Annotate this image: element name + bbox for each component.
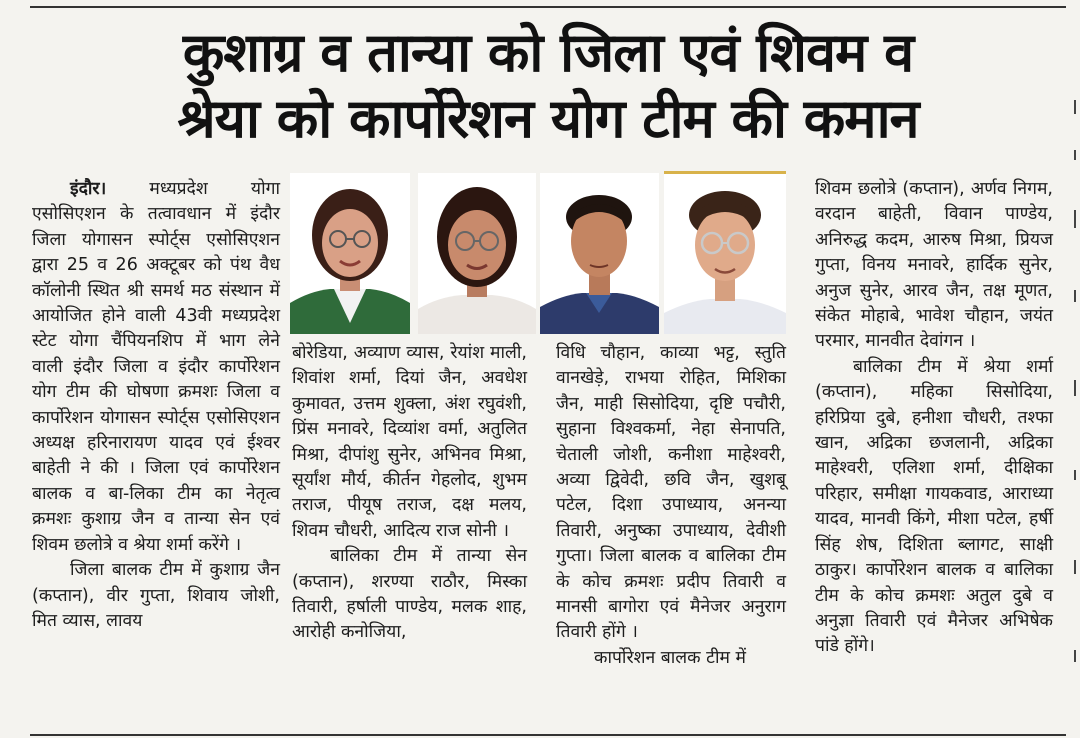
column-1-paragraph-1 bbox=[32, 177, 280, 558]
photo-girl-glasses bbox=[418, 173, 536, 334]
top-rule bbox=[30, 6, 1066, 8]
photo-girl-green-blazer bbox=[290, 173, 410, 334]
column-4-paragraph-2: बालिका टीम में श्रेया शर्मा (कप्तान), महिका सिसोदिया, हरिप्रिया दुबे, हनीशा चौधरी, तश्फा खान, अद्रिका छजलानी, अद्रिका माहेश्वरी, एलिशा शर्मा, दीक्षिका परिहार, समीक्षा गायकवाड, आराध्या यादव, मानवी किंगे, मीशा पटेल, हर्षी सिंह शेष, दिशिता ब्लागट, साक्षी ठाकुर। कार्पोरेशन बालक व बालिका टीम के कोच क्रमशः अतुल दुबे व अनुज्ञा तिवारी एवं मैनेजर अभिषेक पांडे होंगे। bbox=[815, 356, 1053, 657]
photo-accent-bar bbox=[664, 171, 786, 174]
column-1-paragraph-1-text: मध्यप्रदेश योगा एसोसिएशन के तत्वावधान में इंदौर जिला योगासन स्पोर्ट्स एसोसिएशन द्वारा 25 व 26 अक्टूबर को पंथ वैध कॉलोनी स्थित श्री समर्थ मठ संस्थान में आयोजित होने वाली 43वी मध्यप्रदेश स्टेट योगा चैंपियनशिप में भाग लेने वाली इंदौर जिला व इंदौर कार्पोरेशन योग टीम की घोषणा क्रमशः जिला व कार्पोरेशन योगासन स्पोर्ट्स एसोसिएशन अध्यक्ष हरिनारायण यादव एवं ईश्वर बाहेती ने की । जिला एवं कार्पोरेशन बालक व बा-लिका टीम का नेतृत्व क्रमशः कुशाग्र जैन व तान्या सेन एवं शिवम छलोत्रे व श्रेया शर्मा करेंगे । bbox=[32, 179, 280, 555]
headline-line-1: कुशाग्र व तान्या को जिला एवं शिवम व bbox=[182, 21, 914, 84]
team-captain-photos bbox=[290, 173, 786, 334]
adjacent-page-edge bbox=[1072, 90, 1080, 690]
headline bbox=[30, 20, 1066, 152]
bottom-rule bbox=[30, 734, 1066, 736]
column-2-paragraph-1: बोरेडिया, अव्याण व्यास, रेयांश माली, शिवांश शर्मा, दियां जैन, अवधेश कुमावत, उत्तम शुक्ला, अंश रघुवंशी, प्रिंस मनावरे, दिव्यांश वर्मा, अतुलित मिश्रा, दीपांशु सुनेर, अभिनव मिश्रा, सूर्यांश मौर्य, कीर्तन गेहलोद, शुभम तराज, पीयूष तराज, दक्ष मलय, शिवम चौधरी, आदित्य राज सोनी । bbox=[292, 343, 527, 541]
column-3-paragraph-1: विधि चौहान, काव्या भट्ट, स्तुति वानखेड़े, राभया रोहित, मिशिका जैन, माही सिसोदिया, दृष्टि पचौरी, सुहाना विश्वकर्मा, नेहा सेनापति, चेताली जोशी, कनीशा माहेश्वरी, अव्या द्विवेदी, छवि जैन, खुशबू पटेल, दिशा उपाध्याय, अनन्या तिवारी, अनुष्का उपाध्याय, देवीशी गुप्ता। जिला बालक व बालिका टीम के कोच क्रमशः प्रदीप तिवारी व मानसी बागोरा एवं मैनेजर अनुराग तिवारी होंगे । bbox=[556, 343, 786, 643]
photo-boy-glasses bbox=[664, 173, 786, 334]
photo-boy-blue-shirt bbox=[540, 173, 659, 334]
dateline: इंदौर। bbox=[70, 179, 107, 199]
headline-line-2: श्रेया को कार्पोरेशन योग टीम की कमान bbox=[177, 87, 919, 150]
column-3-paragraph-2: कार्पोरेशन बालक टीम में bbox=[594, 647, 747, 668]
article-column-4 bbox=[815, 177, 1053, 660]
column-2-paragraph-2: बालिका टीम में तान्या सेन (कप्तान), शरण्या राठौर, मिस्का तिवारी, हर्षाली पाण्डेय, मलक शाह, आरोही कनोजिया, bbox=[292, 546, 527, 643]
column-1-paragraph-2: जिला बालक टीम में कुशाग्र जैन (कप्तान), वीर गुप्ता, शिवाय जोशी, मित व्यास, लावय bbox=[32, 560, 280, 631]
article-column-2 bbox=[292, 341, 527, 646]
article-column-3 bbox=[556, 341, 786, 671]
column-4-paragraph-1: शिवम छलोत्रे (कप्तान), अर्णव निगम, वरदान बाहेती, विवान पाण्डेय, अनिरुद्ध कदम, आरुष मिश्रा, प्रियज गुप्ता, विनय मनावरे, हार्दिक सुनेर, अनुज सुनेर, आरव जैन, तक्ष मूणत, संकेत मोहाबे, भावेश चौहान, जयंत परमार, मानवीत देवांगन । bbox=[815, 179, 1053, 352]
article-column-1 bbox=[32, 177, 280, 634]
